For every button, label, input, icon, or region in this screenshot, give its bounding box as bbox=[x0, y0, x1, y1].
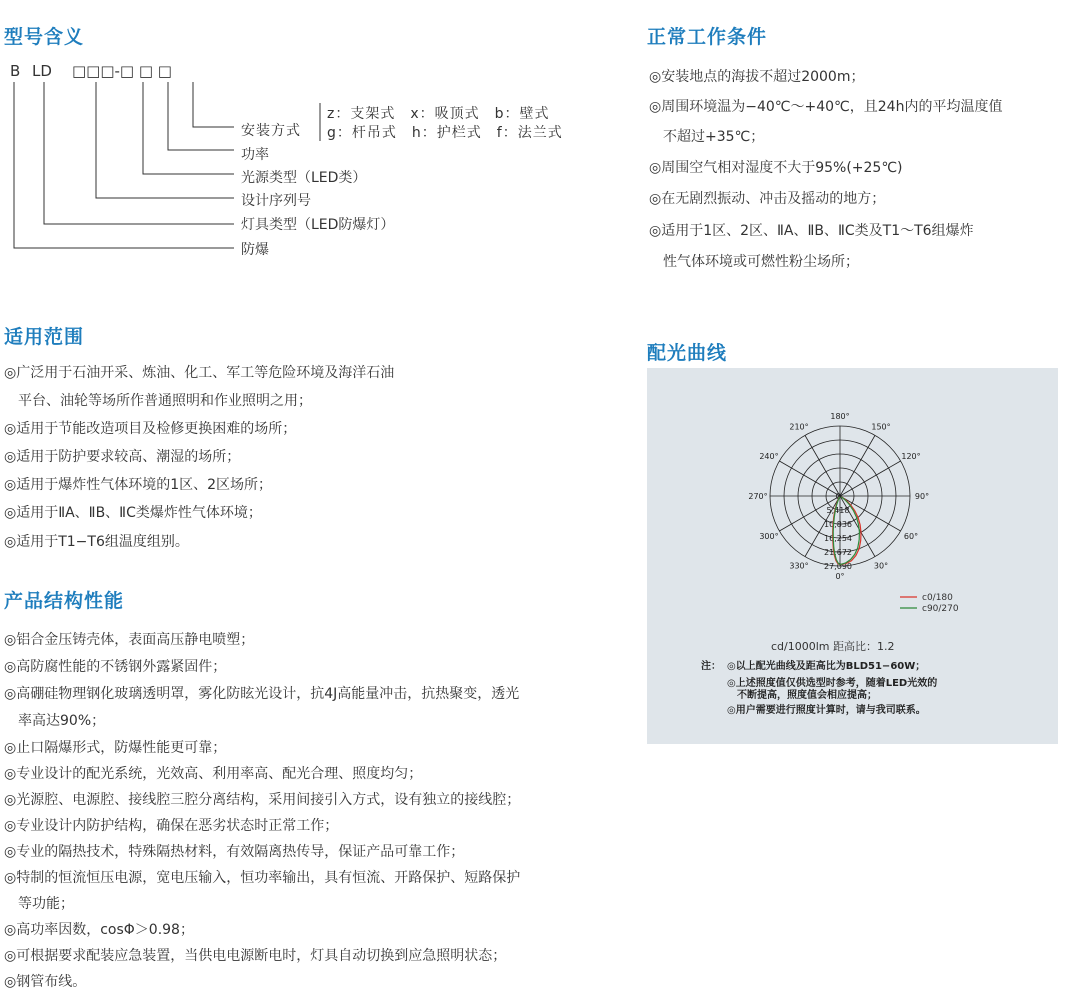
light-distribution-panel bbox=[647, 368, 1058, 744]
structure-line: ◎钢管布线。 bbox=[4, 974, 87, 990]
angle-label: 270° bbox=[748, 492, 768, 501]
structure-line: ◎铝合金压铸壳体，表面高压静电喷塑； bbox=[4, 632, 255, 648]
ring-label: 21,672 bbox=[824, 548, 852, 557]
polar-spoke bbox=[805, 435, 840, 496]
angle-label: 210° bbox=[789, 422, 809, 432]
structure-line: ◎止口隔爆形式，防爆性能更可靠； bbox=[4, 740, 227, 756]
code-b: B bbox=[10, 62, 21, 80]
legend bbox=[900, 593, 959, 614]
angle-label: 0° bbox=[835, 572, 845, 581]
spacing-ratio: cd/1000lm 距高比：1.2 bbox=[771, 640, 895, 653]
ring-label: 0 bbox=[835, 492, 841, 501]
structure-heading: 产品结构性能 bbox=[4, 590, 125, 612]
structure-line: ◎专业的隔热技术，特殊隔热材料，有效隔离热传导，保证产品可靠工作； bbox=[4, 844, 465, 860]
mount-row2: g：杆吊式 h：护栏式 f：法兰式 bbox=[327, 125, 563, 141]
scope-line: ◎适用于防护要求较高、潮湿的场所； bbox=[4, 449, 241, 465]
polar-spoke bbox=[840, 461, 901, 496]
conditions-line: ◎适用于1区、2区、ⅡA、ⅡB、ⅡC类及T1～T6组爆炸 bbox=[649, 223, 974, 239]
note-line: ◎以上配光曲线及距高比为BLD51−60W； bbox=[727, 661, 926, 672]
label-design-serial: 设计序列号 bbox=[241, 193, 311, 209]
scope-heading: 适用范围 bbox=[4, 326, 85, 348]
angle-label: 90° bbox=[914, 492, 930, 501]
code-ld: LD bbox=[32, 62, 52, 80]
legend-c90-label: c90/270 bbox=[922, 604, 959, 614]
label-explosion-proof: 防爆 bbox=[241, 242, 269, 258]
structure-line: 率高达90%； bbox=[4, 713, 106, 729]
model-heading: 型号含义 bbox=[4, 26, 85, 48]
polar-spoke bbox=[840, 435, 875, 496]
note-line: 不断提高，照度值会相应提高； bbox=[727, 690, 877, 701]
structure-line: ◎高功率因数，cosΦ＞0.98； bbox=[4, 922, 194, 938]
polar-chart bbox=[647, 368, 1058, 618]
conditions-line: ◎在无剧烈振动、冲击及摇动的地方； bbox=[649, 191, 886, 207]
mount-brace bbox=[318, 103, 322, 143]
conditions-heading: 正常工作条件 bbox=[647, 26, 768, 48]
structure-line: ◎专业设计内防护结构，确保在恶劣状态时正常工作； bbox=[4, 818, 339, 834]
scope-line: ◎适用于爆炸性气体环境的1区、2区场所； bbox=[4, 477, 273, 493]
note-prefix: 注： bbox=[701, 661, 721, 672]
ring-label: 10,836 bbox=[824, 520, 852, 529]
polar-spoke bbox=[779, 461, 840, 496]
scope-line: ◎适用于ⅡA、ⅡB、ⅡC类爆炸性气体环境； bbox=[4, 505, 262, 521]
mount-label: 安装方式 bbox=[241, 123, 301, 139]
label-lamp-type: 灯具类型（LED防爆灯） bbox=[241, 217, 395, 233]
ring-label: 16,254 bbox=[824, 534, 852, 543]
structure-line: ◎可根据要求配装应急装置，当供电电源断电时，灯具自动切换到应急照明状态； bbox=[4, 948, 507, 964]
angle-label: 150° bbox=[871, 422, 891, 432]
conditions-line: 性气体环境或可燃性粉尘场所； bbox=[649, 254, 859, 270]
structure-line: ◎高硼硅物理钢化玻璃透明罩，雾化防眩光设计，抗4J高能量冲击，抗热聚变，透光 bbox=[4, 686, 520, 702]
angle-label: 180° bbox=[830, 412, 850, 421]
angle-label: 330° bbox=[789, 561, 809, 571]
label-light-source: 光源类型（LED类） bbox=[241, 170, 367, 186]
angle-label: 60° bbox=[903, 532, 919, 541]
angle-label: 240° bbox=[759, 452, 779, 461]
conditions-line: ◎周围环境温为−40℃～+40℃，且24h内的平均温度值 bbox=[649, 99, 1003, 115]
structure-line: ◎特制的恒流恒压电源，宽电压输入，恒功率输出，具有恒流、开路保护、短路保护 bbox=[4, 870, 521, 886]
structure-line: ◎高防腐性能的不锈钢外露紧固件； bbox=[4, 659, 227, 675]
ring-label: 5,418 bbox=[826, 506, 850, 515]
legend-c0-label: c0/180 bbox=[922, 593, 953, 603]
note-line: ◎上述照度值仅供选型时参考，随着LED光效的 bbox=[727, 678, 938, 689]
label-power: 功率 bbox=[241, 147, 269, 163]
scope-line: ◎适用于节能改造项目及检修更换困难的场所； bbox=[4, 421, 297, 437]
angle-label: 120° bbox=[901, 452, 921, 461]
ring-label: 27,090 bbox=[824, 562, 852, 571]
angle-label: 30° bbox=[873, 561, 889, 571]
scope-line: ◎适用于T1−T6组温度组别。 bbox=[4, 534, 189, 550]
conditions-line: 不超过+35℃； bbox=[649, 129, 765, 145]
structure-line: ◎专业设计的配光系统，光效高、利用率高、配光合理、照度均匀； bbox=[4, 766, 423, 782]
scope-line: ◎广泛用于石油开采、炼油、化工、军工等危险环境及海洋石油 bbox=[4, 365, 395, 381]
note-line: ◎用户需要进行照度计算时，请与我司联系。 bbox=[727, 705, 926, 716]
mount-row1: z：支架式 x：吸顶式 b：壁式 bbox=[327, 106, 550, 122]
structure-line: 等功能； bbox=[4, 896, 74, 912]
conditions-line: ◎安装地点的海拔不超过2000m； bbox=[649, 69, 865, 85]
code-boxes: □□□-□ □ □ bbox=[72, 62, 172, 80]
conditions-line: ◎周围空气相对湿度不大于95%(+25℃) bbox=[649, 160, 903, 176]
angle-label: 300° bbox=[759, 532, 779, 541]
light-heading: 配光曲线 bbox=[647, 342, 728, 364]
scope-line: 平台、油轮等场所作普通照明和作业照明之用； bbox=[4, 393, 312, 409]
structure-line: ◎光源腔、电源腔、接线腔三腔分离结构，采用间接引入方式，设有独立的接线腔； bbox=[4, 792, 521, 808]
